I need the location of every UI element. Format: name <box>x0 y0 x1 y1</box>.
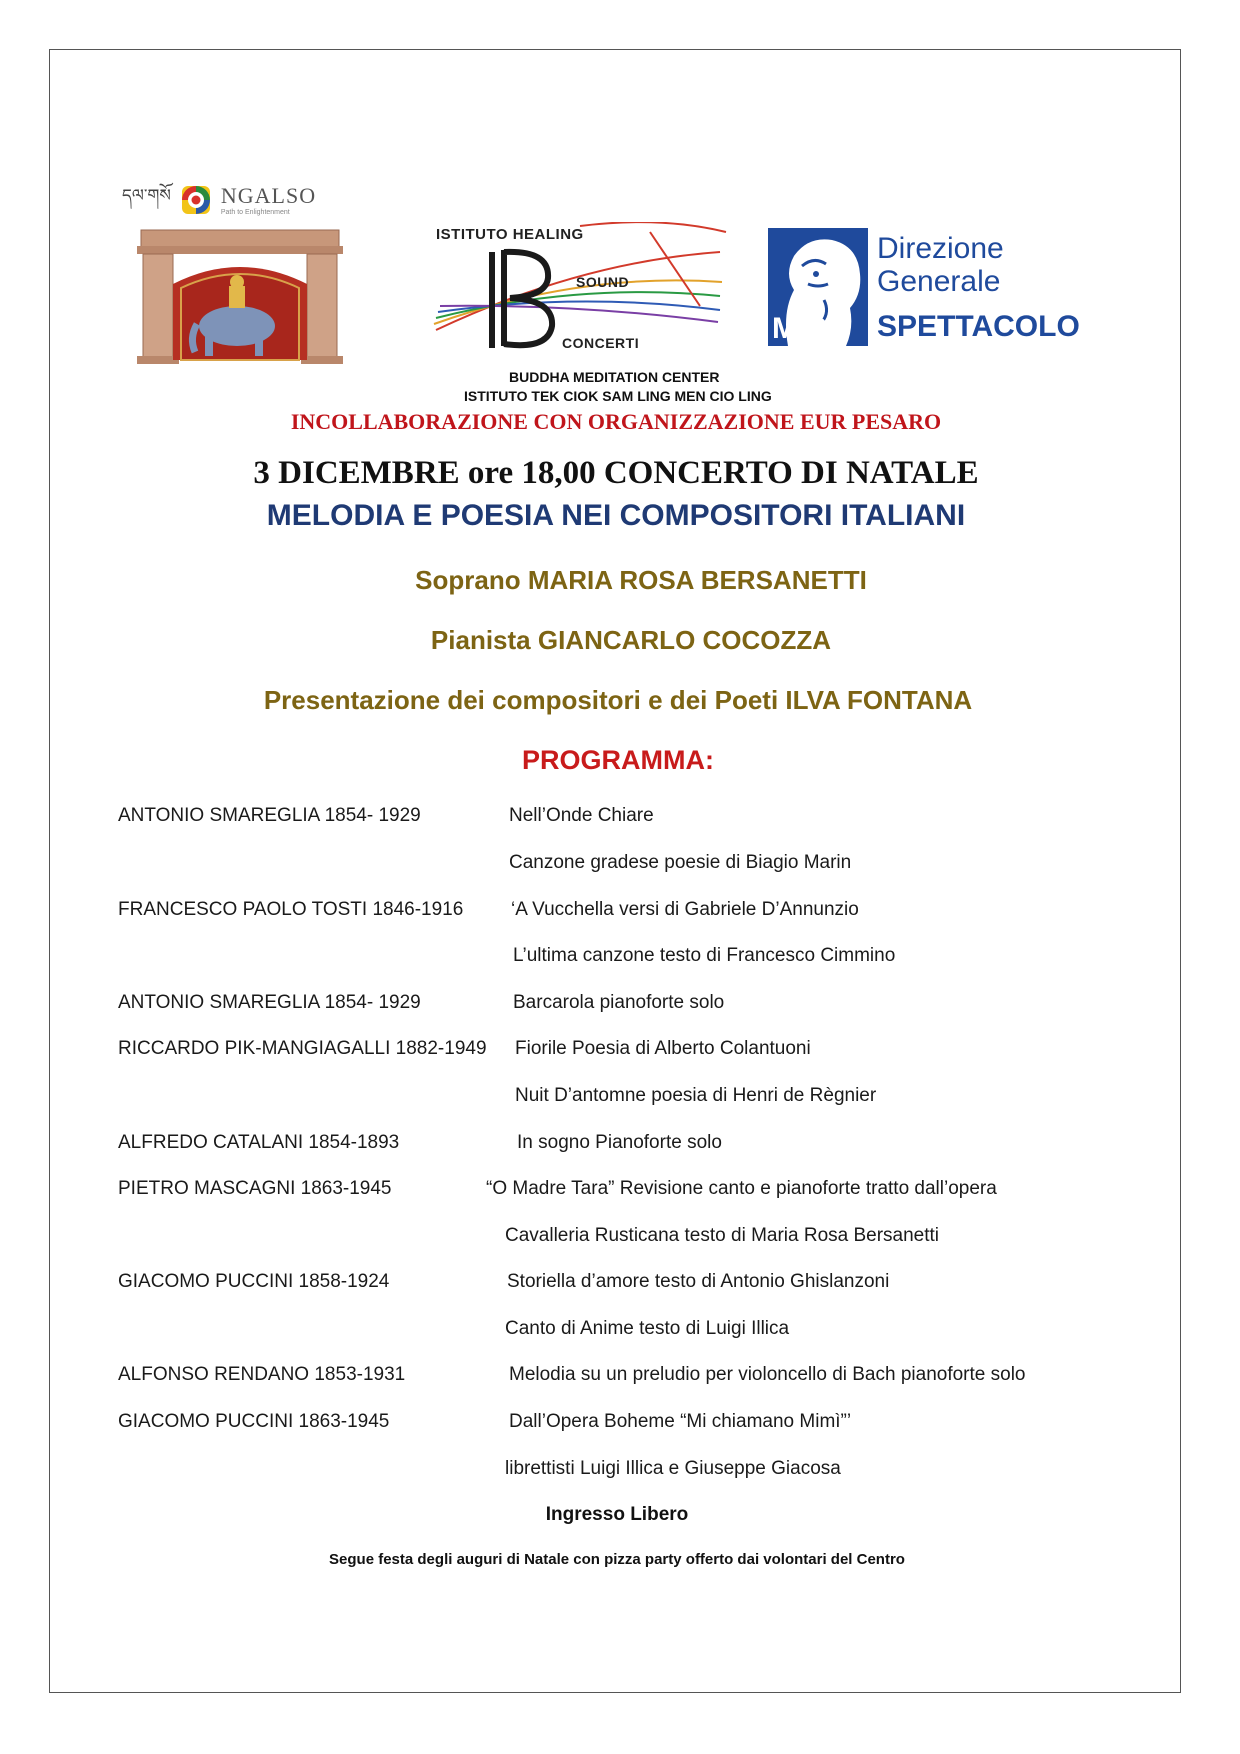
composer-8: ALFREDO CATALANI 1854-1893 <box>118 1132 400 1153</box>
composer-14: GIACOMO PUCCINI 1863-1945 <box>118 1411 390 1432</box>
piece-9: “O Madre Tara” Revisione canto e pianoforte tratto dall’opera <box>486 1178 997 1199</box>
piece-3: ‘A Vucchella versi di Gabriele D’Annunzio <box>511 899 859 920</box>
healing-sound-line2: SOUND <box>576 274 630 290</box>
collaboration-line: INCOLLABORAZIONE CON ORGANIZZAZIONE EUR PESARO <box>290 409 942 434</box>
composer-5: ANTONIO SMAREGLIA 1854- 1929 <box>118 992 421 1013</box>
ngalso-emblem-icon <box>181 185 211 215</box>
healing-sound-line3: CONCERTI <box>562 335 640 351</box>
piece-6: Fiorile Poesia di Alberto Colantuoni <box>515 1038 811 1059</box>
piece-11: Storiella d’amore testo di Antonio Ghislanzoni <box>507 1271 890 1292</box>
mic-spettacolo: SPETTACOLO <box>877 310 1080 343</box>
footer-note: Segue festa degli auguri di Natale con pizza party offerto dai volontari del Centro <box>329 1551 905 1568</box>
program-heading: PROGRAMMA: <box>522 745 714 775</box>
mic-direzione: Direzione <box>877 232 1004 265</box>
free-entry: Ingresso Libero <box>545 1504 689 1525</box>
center-name: BUDDHA MEDITATION CENTER <box>509 369 720 385</box>
institute-name: ISTITUTO TEK CIOK SAM LING MEN CIO LING <box>464 388 772 404</box>
piece-7: Nuit D’antomne poesia di Henri de Règnier <box>515 1085 877 1106</box>
composer-11: GIACOMO PUCCINI 1858-1924 <box>118 1271 390 1292</box>
ngalso-tibetan-text: དལ་གསོ <box>122 186 171 206</box>
ngalso-logo-header <box>122 184 316 216</box>
piece-8: In sogno Pianoforte solo <box>517 1132 722 1153</box>
piece-5: Barcarola pianoforte solo <box>513 992 725 1013</box>
piece-14: Dall’Opera Boheme “Mi chiamano Mimì”’ <box>509 1411 852 1432</box>
composer-1: ANTONIO SMAREGLIA 1854- 1929 <box>118 805 421 826</box>
mic-label: MiC <box>772 312 827 345</box>
composer-13: ALFONSO RENDANO 1853-1931 <box>118 1364 406 1385</box>
composer-6: RICCARDO PIK-MANGIAGALLI 1882-1949 <box>118 1038 487 1059</box>
piece-1: Nell’Onde Chiare <box>509 805 654 826</box>
mic-generale: Generale <box>877 265 1001 298</box>
piece-10: Cavalleria Rusticana testo di Maria Rosa Bersanetti <box>505 1225 940 1246</box>
soprano-line: Soprano MARIA ROSA BERSANETTI <box>415 565 867 595</box>
ngalso-tagline: Path to Enlightenment <box>220 208 290 216</box>
date-title: 3 DICEMBRE ore 18,00 CONCERTO DI NATALE <box>253 455 979 491</box>
piece-2: Canzone gradese poesie di Biagio Marin <box>509 852 852 873</box>
concert-subtitle: MELODIA E POESIA NEI COMPOSITORI ITALIANI <box>266 499 966 532</box>
composer-3: FRANCESCO PAOLO TOSTI 1846-1916 <box>118 899 464 920</box>
healing-sound-line1: ISTITUTO HEALING <box>436 226 584 243</box>
piece-4: L’ultima canzone testo di Francesco Cimmino <box>513 945 896 966</box>
temple-gate-image <box>137 228 343 366</box>
piece-13: Melodia su un preludio per violoncello di Bach pianoforte solo <box>509 1364 1026 1385</box>
piece-15: librettisti Luigi Illica e Giuseppe Giacosa <box>505 1458 841 1479</box>
pianist-line: Pianista GIANCARLO COCOZZA <box>430 625 832 655</box>
composer-9: PIETRO MASCAGNI 1863-1945 <box>118 1178 392 1199</box>
presenter-line: Presentazione dei compositori e dei Poeti ILVA FONTANA <box>263 685 973 715</box>
ngalso-name: NGALSO <box>220 182 317 208</box>
piece-12: Canto di Anime testo di Luigi Illica <box>505 1318 790 1339</box>
